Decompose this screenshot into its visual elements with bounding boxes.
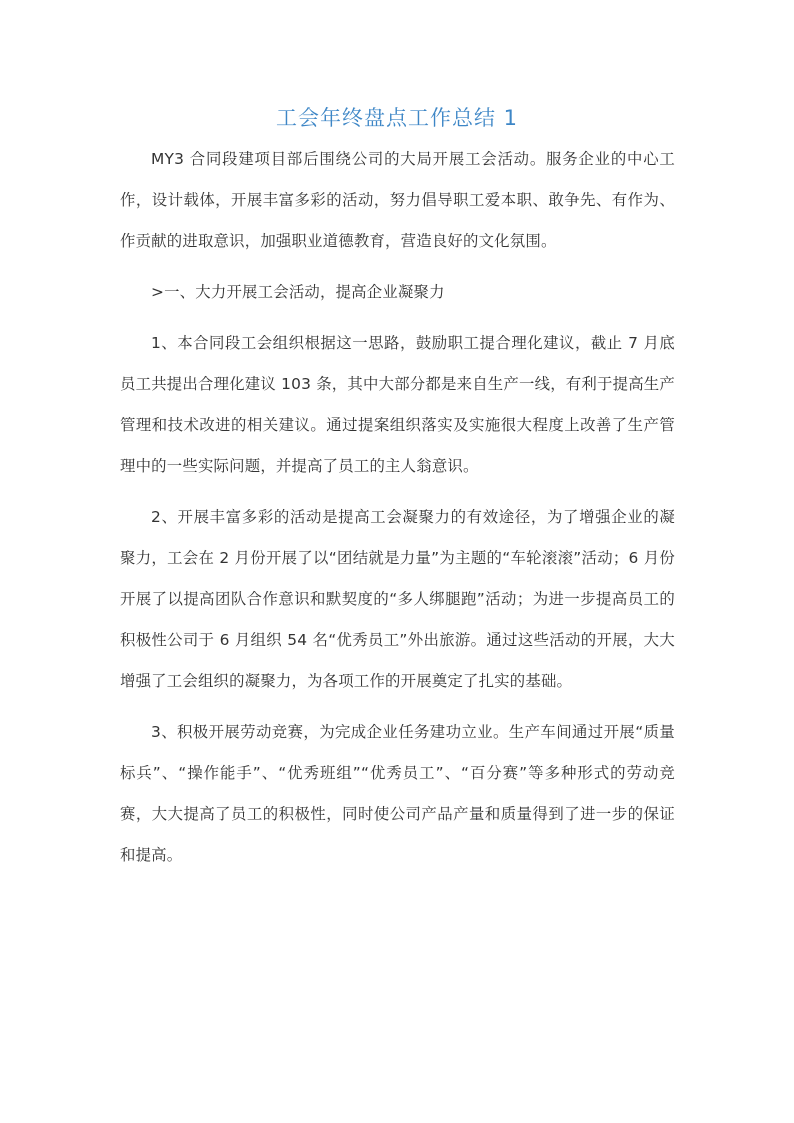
section-heading-1: >一、大力开展工会活动，提高企业凝聚力 (151, 283, 445, 301)
paragraph-item-1: 1、本合同段工会组织根据这一思路，鼓励职工提合理化建议，截止 7 月底员工共提出合理化建议 103 条，其中大部分都是来自生产一线，有利于提高生产管理和技术改进的相关建议。通过提案组织落实及实施很大程度上改善了生产管理中的一些实际问题，并提高了员工的主人翁意识。 (120, 334, 675, 475)
document-body (120, 139, 675, 886)
paragraph-item-3: 3、积极开展劳动竞赛，为完成企业任务建功立业。生产车间通过开展“质量标兵”、“操作能手”、“优秀班组”“优秀员工”、“百分赛”等多种形式的劳动竞赛，大大提高了员工的积极性，同时使公司产品产量和质量得到了进一步的保证和提高。 (120, 723, 675, 864)
paragraph-item-2: 2、开展丰富多彩的活动是提高工会凝聚力的有效途径，为了增强企业的凝聚力，工会在 2 月份开展了以“团结就是力量”为主题的“车轮滚滚”活动；6 月份开展了以提高团队合作意识和默契度的“多人绑腿跑”活动；为进一步提高员工的积极性公司于 6 月组织 54 名“优秀员工”外出旅游。通过这些活动的开展，大大增强了工会组织的凝聚力，为各项工作的开展奠定了扎实的基础。 (120, 508, 675, 690)
paragraph-intro: MY3 合同段建项目部后围绕公司的大局开展工会活动。服务企业的中心工作，设计载体，开展丰富多彩的活动，努力倡导职工爱本职、敢争先、有作为、作贡献的进取意识，加强职业道德教育，营造良好的文化氛围。 (120, 150, 675, 250)
document-title: 工会年终盘点工作总结 1 (275, 106, 519, 130)
